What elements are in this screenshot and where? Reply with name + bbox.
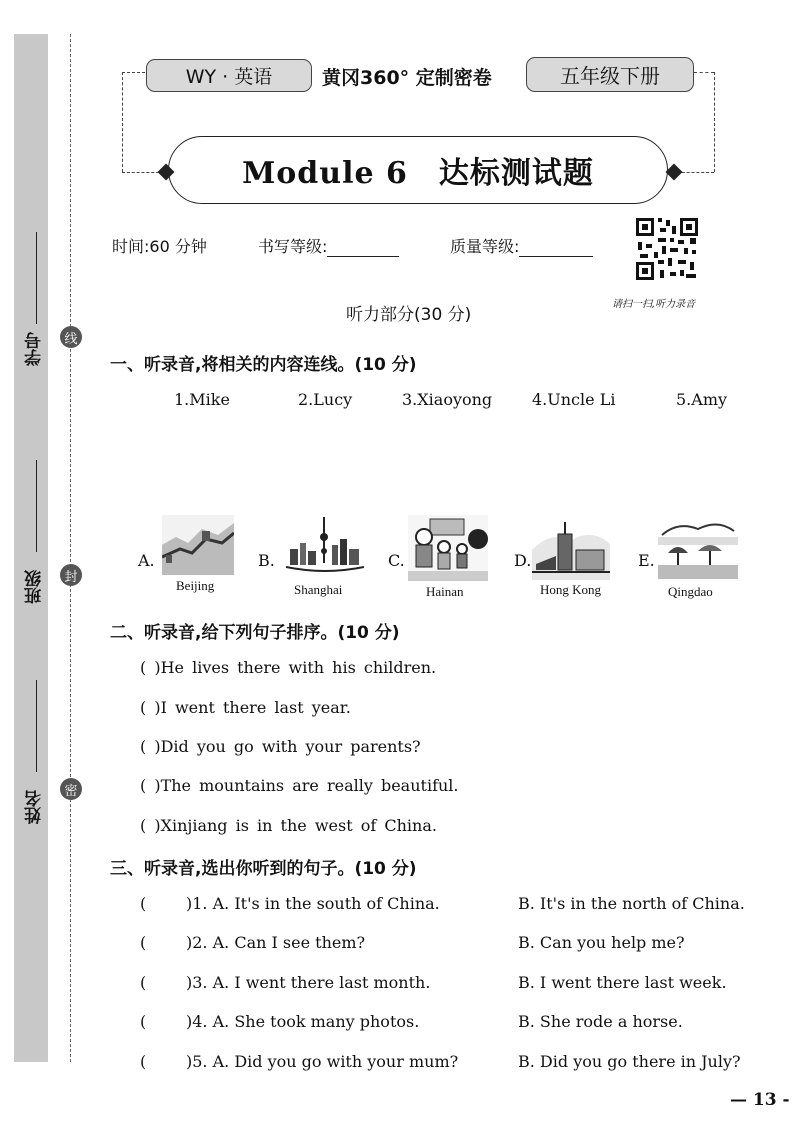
picture-letter-c: C. <box>388 551 405 570</box>
seal-secret-mark: 密 <box>60 778 82 800</box>
answer-paren-3: ( <box>140 973 147 992</box>
answer-paren-1: ( <box>140 894 147 913</box>
qr-code-icon[interactable] <box>634 216 700 282</box>
quality-grade <box>450 234 593 257</box>
choice-a-4: )4. A. She took many photos. <box>186 1012 420 1031</box>
series-title: 黄冈360° 定制密卷 <box>322 67 492 89</box>
order-item-4: ( )The mountains are really beautiful. <box>140 776 459 795</box>
order-item-2: ( )I went there last year. <box>140 698 351 717</box>
choice-a-2: )2. A. Can I see them? <box>186 933 366 952</box>
name-label: 姓名 <box>25 790 45 824</box>
title-box <box>168 136 668 204</box>
quality-grade-blank <box>519 240 593 257</box>
class-line <box>36 460 37 552</box>
order-item-3: ( )Did you go with your parents? <box>140 737 421 756</box>
quality-grade-label: 质量等级: <box>450 237 520 256</box>
qr-caption: 请扫一扫,听力录音 <box>612 299 696 310</box>
binding-strip <box>14 34 48 1062</box>
picture-caption-b: Shanghai <box>294 582 343 597</box>
choice-b-4: B. She rode a horse. <box>518 1012 683 1031</box>
subject-pill: WY · 英语 <box>146 59 312 92</box>
answer-paren-4: ( <box>140 1012 147 1031</box>
name-line <box>36 680 37 772</box>
page-title: Module 6 达标测试题 <box>242 156 594 191</box>
class-label: 班级 <box>25 570 45 604</box>
choice-b-5: B. Did you go there in July? <box>518 1052 741 1071</box>
listening-heading: 听力部分(30 分) <box>346 305 472 325</box>
choice-b-2: B. Can you help me? <box>518 933 685 952</box>
name-item-1: 1.Mike <box>174 390 230 409</box>
picture-caption-c: Hainan <box>426 584 464 599</box>
cut-line <box>70 34 71 1062</box>
hong-kong-icon <box>532 520 610 580</box>
choice-b-3: B. I went there last week. <box>518 973 727 992</box>
seal-seal-mark: 封 <box>60 564 82 586</box>
page-number: — 13 - <box>730 1090 790 1110</box>
name-item-5: 5.Amy <box>676 390 728 409</box>
section1-heading: 一、听录音,将相关的内容连线。(10 分) <box>110 355 417 375</box>
writing-grade-label: 书写等级: <box>258 237 328 256</box>
great-wall-icon <box>162 515 234 575</box>
hainan-family-icon <box>408 515 488 581</box>
picture-letter-a: A. <box>138 551 155 570</box>
picture-letter-b: B. <box>258 551 275 570</box>
diamond-right-icon <box>666 164 683 181</box>
order-item-1: ( )He lives there with his children. <box>140 658 437 677</box>
choice-a-5: )5. A. Did you go with your mum? <box>186 1052 459 1071</box>
choice-a-3: )3. A. I went there last month. <box>186 973 431 992</box>
writing-grade-blank <box>327 240 399 257</box>
choice-a-1: )1. A. It's in the south of China. <box>186 894 440 913</box>
grade-pill: 五年级下册 <box>526 57 694 92</box>
answer-paren-5: ( <box>140 1052 147 1071</box>
shanghai-skyline-icon <box>286 515 364 577</box>
name-item-2: 2.Lucy <box>298 390 353 409</box>
student-no-label: 学号 <box>25 332 45 366</box>
qingdao-beach-icon <box>658 517 738 579</box>
student-no-line <box>36 232 37 324</box>
order-item-5: ( )Xinjiang is in the west of China. <box>140 816 437 835</box>
picture-letter-d: D. <box>514 551 532 570</box>
name-item-3: 3.Xiaoyong <box>402 390 493 409</box>
seal-line-mark: 线 <box>60 326 82 348</box>
time-limit: 时间:60 分钟 <box>112 237 207 256</box>
picture-caption-e: Qingdao <box>668 584 713 599</box>
frame-top-right <box>694 72 714 73</box>
writing-grade <box>258 234 399 257</box>
section3-heading: 三、听录音,选出你听到的句子。(10 分) <box>110 859 417 879</box>
answer-paren-2: ( <box>140 933 147 952</box>
frame-left <box>122 72 123 172</box>
name-item-4: 4.Uncle Li <box>532 390 616 409</box>
section2-heading: 二、听录音,给下列句子排序。(10 分) <box>110 623 400 643</box>
choice-b-1: B. It's in the north of China. <box>518 894 745 913</box>
picture-caption-a: Beijing <box>176 578 215 593</box>
picture-caption-d: Hong Kong <box>540 582 602 597</box>
frame-right <box>714 72 715 172</box>
picture-letter-e: E. <box>638 551 655 570</box>
